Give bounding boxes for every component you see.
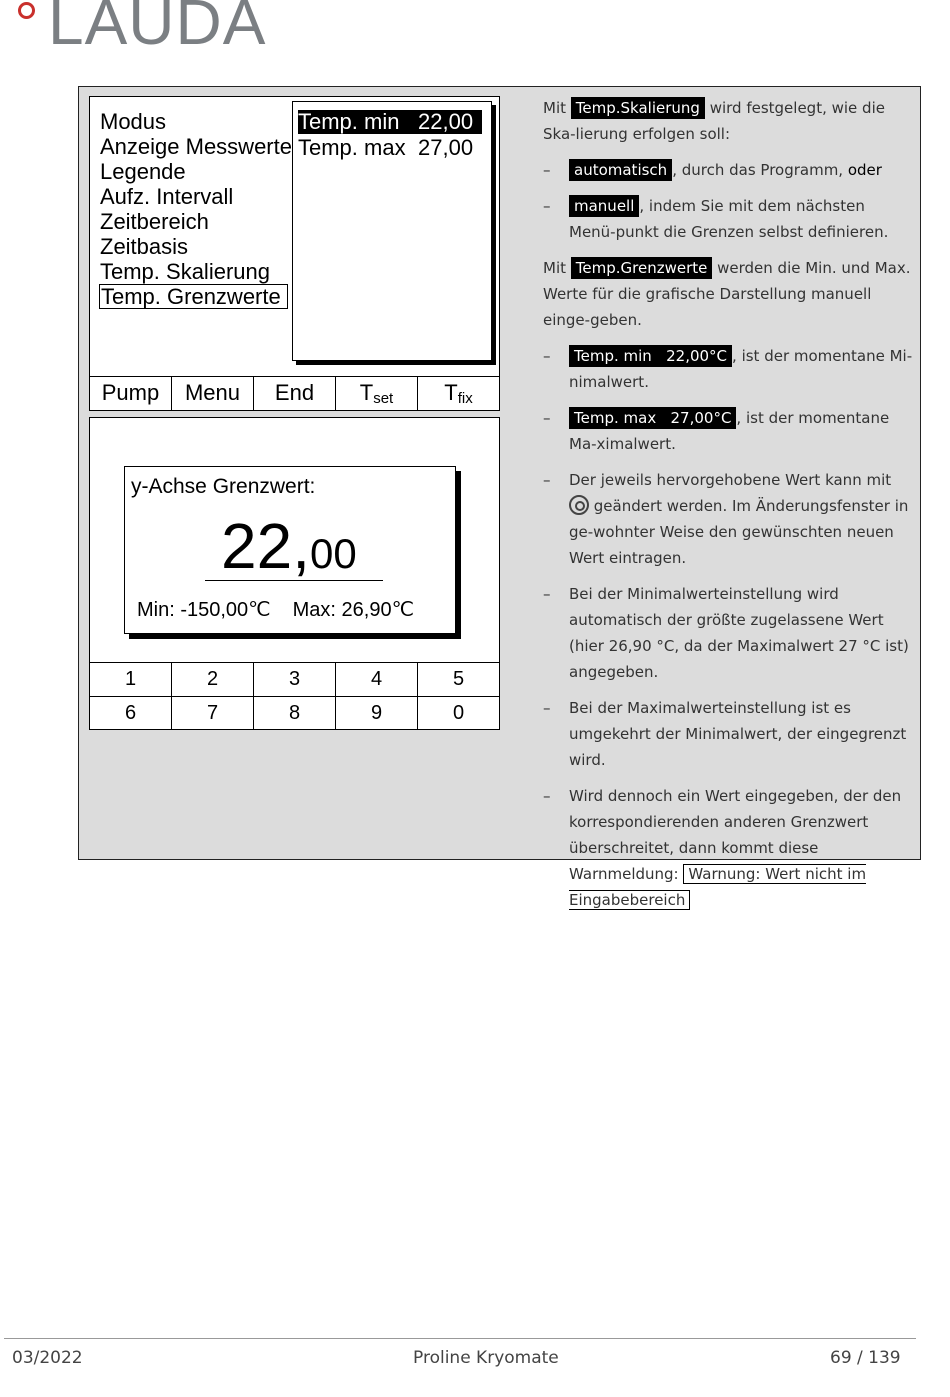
temp-max-value: 27,00	[418, 135, 474, 160]
footer-rule	[4, 1338, 916, 1339]
grenzwert-dialog	[124, 466, 456, 634]
softkey-pump[interactable]: Pump	[90, 377, 172, 410]
numpad-key-2[interactable]: 2	[172, 663, 254, 696]
numpad-key-7[interactable]: 7	[172, 697, 254, 729]
bullet-maximalwert: – Bei der Maximalwerteinstellung ist es umgekehrt der Minimalwert, der eingegrenzt wird.	[543, 695, 915, 773]
code-temp-max: Temp. max 27,00°C	[569, 407, 736, 429]
value-underline	[205, 580, 383, 581]
description-text	[543, 95, 915, 923]
value-dec: 00	[309, 530, 357, 577]
numpad-key-1[interactable]: 1	[90, 663, 172, 696]
numpad-key-9[interactable]: 9	[336, 697, 418, 729]
dialog-title: y-Achse Grenzwert:	[131, 475, 316, 498]
bullet-temp-max: – Temp. max 27,00°C , ist der momentane Ma-ximalwert.	[543, 405, 915, 457]
paragraph-skalierung: Mit Temp.Skalierung wird festgelegt, wie die Ska-lierung erfolgen soll:	[543, 99, 885, 143]
logo-wordmark: LAUDA	[48, 0, 267, 58]
menu-item-anzeige-messwerte[interactable]: Anzeige Messwerte	[100, 134, 292, 159]
footer-title: Proline Kryomate	[413, 1348, 559, 1368]
tfix-main: T	[444, 380, 458, 405]
display-screen-input	[89, 417, 500, 730]
numpad	[90, 662, 499, 729]
bullet-manuell: – manuell , indem Sie mit dem nächsten Menü-punkt die Grenzen selbst definieren.	[543, 193, 915, 245]
bullet-warnung: – Wird dennoch ein Wert eingegeben, der den korrespondierenden anderen Grenzwert überschreitet, dann kommt diese Warnmeldung: Warnung: Wert nicht im Eingabebereich	[543, 783, 915, 913]
numpad-key-3[interactable]: 3	[254, 663, 336, 696]
code-temp-min: Temp. min 22,00°C	[569, 345, 732, 367]
menu-item-modus[interactable]: Modus	[100, 109, 167, 134]
numpad-key-6[interactable]: 6	[90, 697, 172, 729]
menu-item-temp-skalierung[interactable]: Temp. Skalierung	[100, 259, 270, 284]
numpad-row-1	[90, 663, 499, 696]
softkey-tfix[interactable]	[418, 377, 499, 410]
tset-sub: set	[373, 390, 394, 407]
bullet-hervorgehoben: – Der jeweils hervorgehobene Wert kann mit geändert werden. Im Änderungsfenster in ge-wohnter Weise den gewünschten neuen Wert eintragen.	[543, 467, 915, 571]
temp-max-label: Temp. max	[298, 135, 406, 160]
temp-min-label: Temp. min	[298, 109, 400, 134]
value-int: 22,	[221, 510, 310, 582]
code-temp-skalierung: Temp.Skalierung	[571, 97, 705, 119]
code-temp-grenzwerte: Temp.Grenzwerte	[571, 257, 713, 279]
footer-date: 03/2022	[12, 1348, 83, 1368]
menu-item-temp-grenzwerte[interactable]: Temp. Grenzwerte	[99, 284, 288, 309]
numpad-key-8[interactable]: 8	[254, 697, 336, 729]
warning-message-box: Warnung: Wert nicht im Eingabebereich	[569, 865, 867, 909]
numpad-key-4[interactable]: 4	[336, 663, 418, 696]
menu-item-legende[interactable]: Legende	[100, 159, 186, 184]
numpad-key-0[interactable]: 0	[452, 702, 465, 724]
logo-ring-icon	[18, 2, 35, 19]
display-screen-menu	[89, 96, 500, 411]
menu-list	[100, 109, 292, 309]
softkey-menu[interactable]: Menu	[172, 377, 254, 410]
temp-min-value: 22,00	[418, 109, 474, 134]
softkey-bar	[90, 376, 499, 410]
min-text: Min: -150,00℃	[137, 599, 271, 621]
softkey-end[interactable]: End	[254, 377, 336, 410]
numpad-row-2	[90, 696, 499, 729]
menu-item-zeitbasis[interactable]: Zeitbasis	[100, 234, 189, 259]
bullet-automatisch: – automatisch , durch das Programm, oder	[543, 157, 915, 183]
max-text: Max: 26,90℃	[292, 599, 415, 621]
dialog-value[interactable]	[221, 511, 357, 589]
rotary-knob-icon	[569, 495, 589, 515]
numpad-key-5[interactable]: 5	[452, 668, 465, 690]
bullet-temp-min: – Temp. min 22,00°C , ist der momentane Mi-nimalwert.	[543, 343, 915, 395]
bullet-minimalwert: – Bei der Minimalwerteinstellung wird automatisch der größte zugelassene Wert (hier 26,90 °C, da der Maximalwert 27 °C ist) angegeben.	[543, 581, 915, 685]
lauda-logo	[16, 0, 316, 60]
content-panel	[78, 86, 921, 909]
paragraph-grenzwerte: Mit Temp.Grenzwerte werden die Min. und Max. Werte für die grafische Darstellung manuell einge-geben.	[543, 259, 911, 329]
dialog-min-max	[137, 597, 414, 622]
menu-item-aufz-intervall[interactable]: Aufz. Intervall	[100, 184, 234, 209]
grenzwerte-popup	[292, 101, 492, 361]
code-manuell: manuell	[569, 195, 639, 217]
menu-item-zeitbereich[interactable]: Zeitbereich	[100, 209, 209, 234]
tset-main: T	[359, 380, 374, 405]
popup-row-temp-max[interactable]	[298, 136, 473, 160]
popup-row-temp-min[interactable]	[298, 110, 482, 134]
softkey-tset[interactable]	[336, 377, 418, 410]
code-automatisch: automatisch	[569, 159, 672, 181]
footer-page-number: 69 / 139	[830, 1348, 901, 1368]
tfix-sub: fix	[457, 390, 473, 407]
